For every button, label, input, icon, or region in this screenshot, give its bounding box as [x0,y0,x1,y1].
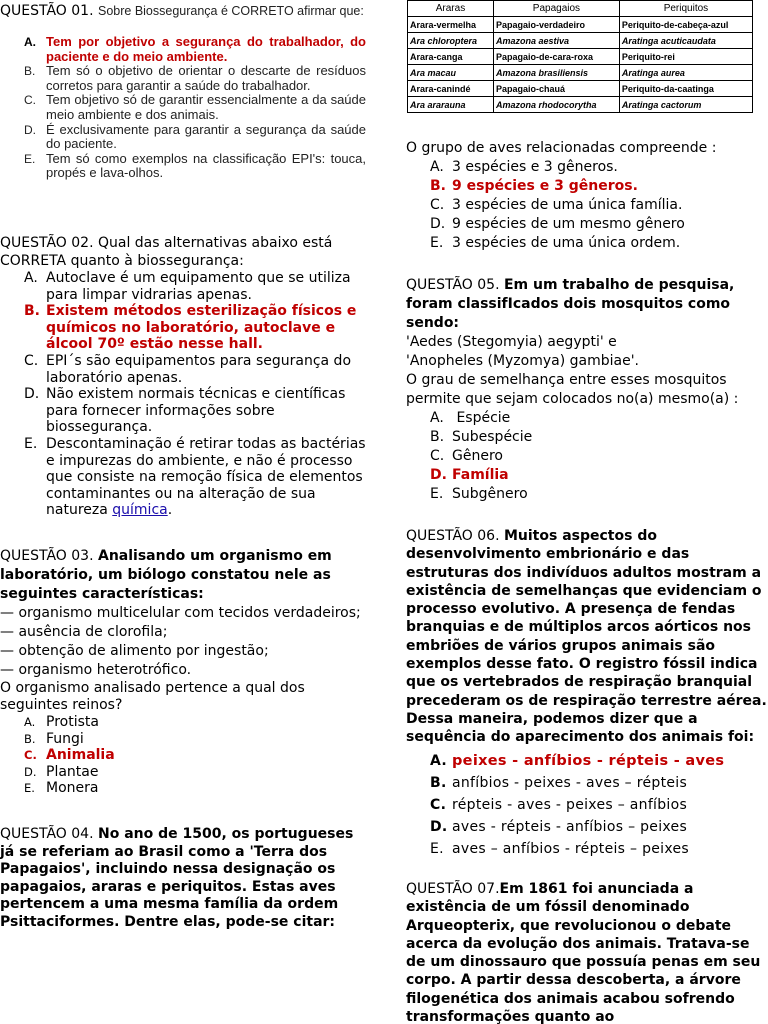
table-cell: Ara chloroptera [408,33,494,49]
question-07-header [406,880,768,1024]
option-e[interactable] [406,485,768,504]
option-letter: A. [430,159,444,175]
table-cell: Arara-canga [408,49,494,65]
option-letter: E. [24,781,35,796]
option-text: aves - répteis - anfíbios – peixes [452,818,688,835]
trait-item: — organismo heterotrófico. [0,662,192,678]
table-row [408,33,753,49]
question-05 [406,276,768,504]
column-header: Periquitos [619,1,752,17]
answer-options [406,158,768,253]
option-text: Subgênero [452,486,528,502]
question-07 [406,880,768,1024]
option-letter: B. [430,429,445,445]
option-d[interactable] [0,386,366,436]
option-text: 3 espécies de uma única ordem. [452,235,681,251]
table-cell: Aratinga cactorum [619,97,752,113]
option-c[interactable] [0,353,366,386]
option-text: Monera [46,780,99,797]
table-row [408,17,753,33]
answer-options [0,714,366,797]
table-cell: Periquito-rei [619,49,752,65]
option-c[interactable] [406,196,768,215]
option-letter: D. [24,386,40,403]
answer-options [0,270,366,519]
option-text: 3 espécies e 3 gêneros. [452,159,618,175]
question-number: QUESTÃO 04. [0,826,94,842]
option-text: Gênero [452,448,503,464]
column-header: Papagaios [493,1,619,17]
option-b[interactable] [0,731,366,748]
body-line: 'Anopheles (Myzomya) gambiae'. [406,353,640,369]
question-02 [0,234,366,519]
question-body [406,333,768,409]
question-number: QUESTÃO 02. [0,235,94,251]
question-04-header [0,826,366,931]
option-letter: A. [430,410,444,426]
option-text: Espécie [452,410,511,426]
option-text: peixes - anfíbios - répteis - aves [452,752,725,769]
table-cell: Papagaio-de-cara-roxa [493,49,619,65]
option-text: Fungi [46,730,84,747]
table-row [408,97,753,113]
birds-table [407,0,753,113]
option-text: 9 espécies e 3 gêneros. [452,178,638,194]
option-c[interactable] [0,747,366,764]
option-d[interactable] [0,123,366,152]
option-text: Existem métodos esterilização físicos e químicos no laboratório, autoclave e álcool 70º estão nesse hall. [46,303,357,353]
option-letter: C. [430,796,447,813]
question-text: Em um trabalho de pesquisa, foram classifIcados dois mosquitos como sendo: [406,277,735,331]
question-05-header [406,276,768,333]
option-b[interactable] [406,772,768,794]
option-a[interactable] [0,270,366,303]
option-letter: C. [430,197,445,213]
option-text: Tem objetivo só de garantir essencialmente a da saúde meio ambiente e dos animais. [46,92,366,122]
question-02-header [0,234,366,270]
option-letter: A. [24,270,38,286]
option-letter: B. [24,64,36,79]
option-letter: E. [24,435,38,452]
option-a[interactable] [406,750,768,772]
table-cell: Aratinga acuticaudata [619,33,752,49]
option-letter: C. [24,748,37,763]
option-letter: D. [24,764,37,779]
table-cell: Amazona aestiva [493,33,619,49]
option-d[interactable] [406,816,768,838]
option-letter: D. [430,818,448,835]
answer-options [0,35,366,181]
option-text: Plantae [46,763,99,780]
question-01-header [0,3,366,20]
option-a[interactable] [0,35,366,64]
table-cell: Papagaio-verdadeiro [493,17,619,33]
question-number: QUESTÃO 05. [406,277,500,293]
option-text: É exclusivamente para garantir a segurança da saúde do paciente. [46,121,366,152]
option-text: Família [452,467,509,483]
option-c[interactable] [406,447,768,466]
option-d[interactable] [406,466,768,485]
option-text: 9 espécies de um mesmo gênero [452,216,685,232]
option-a[interactable] [406,409,768,428]
trait-item: — ausência de clorofila; [0,624,168,640]
option-text: EPI´s são equipamentos para segurança do laboratório apenas. [46,352,352,386]
traits-list [0,604,366,714]
question-number: QUESTÃO 01. [0,3,94,19]
question-text-2: Dessa maneira, podemos dizer que a sequência do aparecimento dos animais foi: [406,710,755,746]
option-e[interactable] [0,780,366,797]
option-e[interactable] [406,838,768,860]
table-row [408,49,753,65]
option-b[interactable] [0,303,366,353]
option-text: Protista [46,714,99,730]
option-letter: B. [24,731,36,746]
option-letter: A. [24,715,36,729]
table-cell: Ara macau [408,65,494,81]
answer-options [406,750,768,860]
option-text: aves – anfíbios - répteis – peixes [452,840,690,857]
option-text: anfíbios - peixes - aves – répteis [452,774,688,791]
option-letter: E. [24,151,36,166]
option-text: Tem só como exemplos na classificação EPI's: touca, propés e lava-olhos. [46,150,366,181]
sub-question: O grupo de aves relacionadas compreende : [406,140,717,156]
table-cell: Arara-canindé [408,81,494,97]
table-header-row [408,1,753,17]
option-c[interactable] [406,794,768,816]
option-d[interactable] [0,764,366,781]
option-letter: D. [430,467,447,483]
body-line: 'Aedes (Stegomyia) aegypti' e [406,334,617,350]
option-letter: B. [430,178,446,194]
option-letter: A. [430,752,448,769]
option-text: Subespécie [452,429,533,445]
question-06 [406,527,768,860]
option-letter: B. [24,303,40,320]
option-text: Descontaminação é retirar todas as bactérias e impurezas do ambiente, e não é processo que consiste na remoção física de elementos contaminantes ou na alteração de sua natureza [46,435,366,519]
table-cell: Papagaio-chauá [493,81,619,97]
question-number: QUESTÃO 06. [406,528,500,544]
table-cell: Amazona rhodocorytha [493,97,619,113]
table-row [408,65,753,81]
question-number: QUESTÃO 07. [406,881,500,897]
option-letter: D. [430,216,446,232]
question-text: No ano de 1500, os portugueses já se referiam ao Brasil como a 'Terra dos Papagaios', incluindo nessa designação os papagaios, araras e periquitos. Estas aves pertencem a uma mesma família da ordem Psittaciformes. Dentre elas, pode-se citar: [0,826,354,930]
option-e[interactable] [0,152,366,181]
column-header: Araras [408,1,494,17]
option-e[interactable] [406,234,768,253]
question-01 [0,3,366,181]
option-letter: B. [430,774,447,791]
option-letter: C. [430,448,445,464]
option-text: Animalia [46,747,115,764]
quimica-link[interactable]: química [112,502,168,519]
option-letter: C. [24,93,36,108]
option-letter: A. [24,35,36,49]
sub-question: O organismo analisado pertence a qual dos seguintes reinos? [0,680,305,713]
option-text: Tem só o objetivo de orientar o descarte de resíduos corretos para garantir a saúde do trabalhador. [46,63,366,93]
option-text: répteis - aves - peixes – anfíbios [452,796,688,813]
option-letter: D. [24,122,36,137]
option-e[interactable] [0,436,366,519]
option-d[interactable] [406,215,768,234]
table-row [408,81,753,97]
option-b[interactable] [406,428,768,447]
table-cell: Ara ararauna [408,97,494,113]
question-text: Sobre Biossegurança é CORRETO afirmar que: [97,4,364,18]
question-03-header [0,547,366,604]
option-letter: E. [430,486,444,502]
option-a[interactable] [0,714,366,731]
option-b[interactable] [406,177,768,196]
option-a[interactable] [406,158,768,177]
option-text: Não existem normais técnicas e científicas para fornecer informações sobre biossegurança. [46,386,346,436]
option-c[interactable] [0,93,366,122]
body-line: O grau de semelhança entre esses mosquitos permite que sejam colocados no(a) mesmo(a) : [406,372,739,407]
option-letter: C. [24,352,39,369]
question-03 [0,547,366,797]
option-letter: E. [430,840,444,857]
trait-item: — organismo multicelular com tecidos verdadeiros; [0,605,361,621]
question-text: Em 1861 foi anunciada a existência de um fóssil denominado Arqueopterix, que revolucionou o debate acerca da evolução dos animais. Tratava-se de um dinossauro que possuía penas em seu corpo. A partir dessa descoberta, a árvore filogenética dos animais acabou sofrendo transformações quanto ao [406,881,761,1024]
option-letter: E. [430,235,444,251]
table-cell: Periquito-de-cabeça-azul [619,17,752,33]
answer-options [406,409,768,504]
table-cell: Aratinga aurea [619,65,752,81]
question-text: Qual das alternativas abaixo está CORRETA quanto à biossegurança: [0,235,333,269]
question-number: QUESTÃO 03. [0,548,94,564]
table-cell: Amazona brasiliensis [493,65,619,81]
question-text: Analisando um organismo em laboratório, um biólogo constatou nele as seguintes características: [0,548,332,602]
question-text: Muitos aspectos do desenvolvimento embrionário e das estruturas dos indivíduos adultos mostram a existência de semelhanças que evidenciam o processo evolutivo. A presença de fendas branquias e de múltiplos arcos aórticos nos embriões de vários grupos animais são exemplos desse fato. O registro fóssil indica que os vertebrados de respiração branquial precederam os de respiração terrestre aérea. [406,528,767,709]
question-04 [0,826,366,931]
option-text: Autoclave é um equipamento que se utiliza para limpar vidrarias apenas. [46,270,351,303]
question-04-options [406,139,768,253]
period: . [167,502,173,519]
option-text: Tem por objetivo a segurança do trabalhador, do paciente e do meio ambiente. [46,34,366,64]
option-b[interactable] [0,64,366,93]
trait-item: — obtenção de alimento por ingestão; [0,643,269,659]
option-text: 3 espécies de uma única família. [452,197,683,213]
table-cell: Periquito-da-caatinga [619,81,752,97]
table-cell: Arara-vermelha [408,17,494,33]
question-06-header [406,527,768,747]
